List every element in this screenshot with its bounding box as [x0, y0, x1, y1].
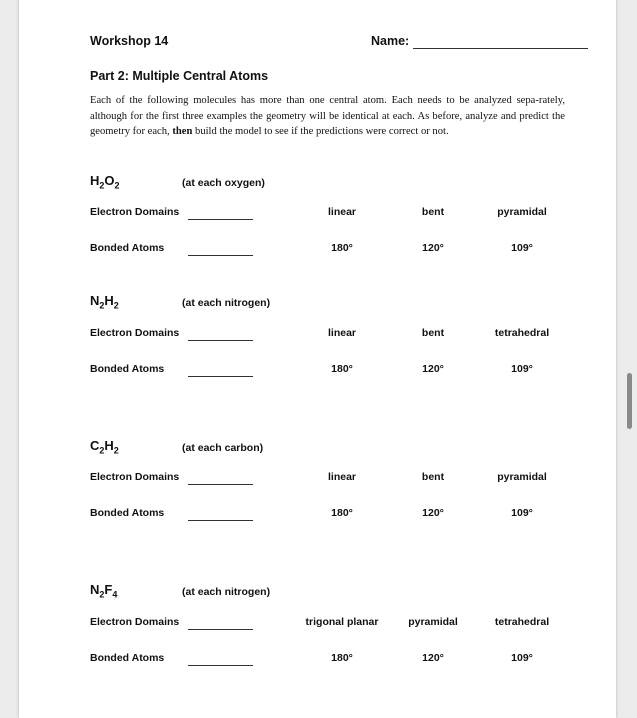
option: linear	[327, 206, 357, 218]
molecule-note: (at each carbon)	[182, 442, 264, 454]
row-label: Bonded Atoms	[90, 652, 165, 664]
option: 180°	[331, 242, 353, 254]
option: 180°	[331, 507, 353, 519]
answer-blank[interactable]	[188, 484, 253, 485]
option: linear	[327, 327, 357, 339]
name-label: Name:	[371, 34, 410, 48]
row-label: Bonded Atoms	[90, 363, 165, 375]
answer-blank[interactable]	[188, 376, 253, 377]
option: 120°	[422, 507, 444, 519]
molecule-note: (at each oxygen)	[182, 177, 265, 189]
option: tetrahedral	[494, 616, 550, 628]
option: 109°	[511, 363, 533, 375]
option: trigonal planar	[305, 616, 379, 628]
option: 109°	[511, 507, 533, 519]
answer-blank[interactable]	[188, 665, 253, 666]
worksheet-page	[19, 0, 616, 718]
answer-blank[interactable]	[188, 520, 253, 521]
option: 180°	[331, 363, 353, 375]
molecule-note: (at each nitrogen)	[182, 297, 271, 309]
molecule-formula: $N_2H_2$	[90, 293, 119, 311]
molecule-formula: $N_2F_4$	[90, 582, 118, 600]
option: pyramidal	[497, 471, 547, 483]
option: 120°	[422, 652, 444, 664]
intro-paragraph: Each of the following molecules has more than one central atom. Each needs to be analyzed sepa-rately, although for the first three examples the geometry will be identical at each. As before, analyze and predict the geometry for each, then build the model to see if the predictions were correct or not.	[90, 95, 565, 138]
answer-blank[interactable]	[188, 255, 253, 256]
option: tetrahedral	[494, 327, 550, 339]
molecule-note: (at each nitrogen)	[182, 586, 271, 598]
row-label: Electron Domains	[90, 206, 180, 218]
molecule-formula: $C_2H_2$	[90, 438, 119, 456]
option: bent	[421, 471, 445, 483]
option: 120°	[422, 363, 444, 375]
option: 180°	[331, 652, 353, 664]
option: 120°	[422, 242, 444, 254]
row-label: Electron Domains	[90, 616, 180, 628]
name-blank	[413, 48, 588, 49]
worksheet-title: Workshop 14	[90, 34, 169, 48]
option: bent	[421, 206, 445, 218]
option: 109°	[511, 652, 533, 664]
row-label: Electron Domains	[90, 327, 180, 339]
row-label: Electron Domains	[90, 471, 180, 483]
option: 109°	[511, 242, 533, 254]
option: pyramidal	[497, 206, 547, 218]
scrollbar-thumb[interactable]	[627, 373, 632, 429]
option: linear	[327, 471, 357, 483]
answer-blank[interactable]	[188, 219, 253, 220]
answer-blank[interactable]	[188, 629, 253, 630]
molecule-formula: $H_2O_2$	[90, 173, 120, 191]
option: bent	[421, 327, 445, 339]
option: pyramidal	[408, 616, 458, 628]
row-label: Bonded Atoms	[90, 242, 165, 254]
row-label: Bonded Atoms	[90, 507, 165, 519]
part-title: Part 2: Multiple Central Atoms	[90, 69, 269, 83]
answer-blank[interactable]	[188, 340, 253, 341]
